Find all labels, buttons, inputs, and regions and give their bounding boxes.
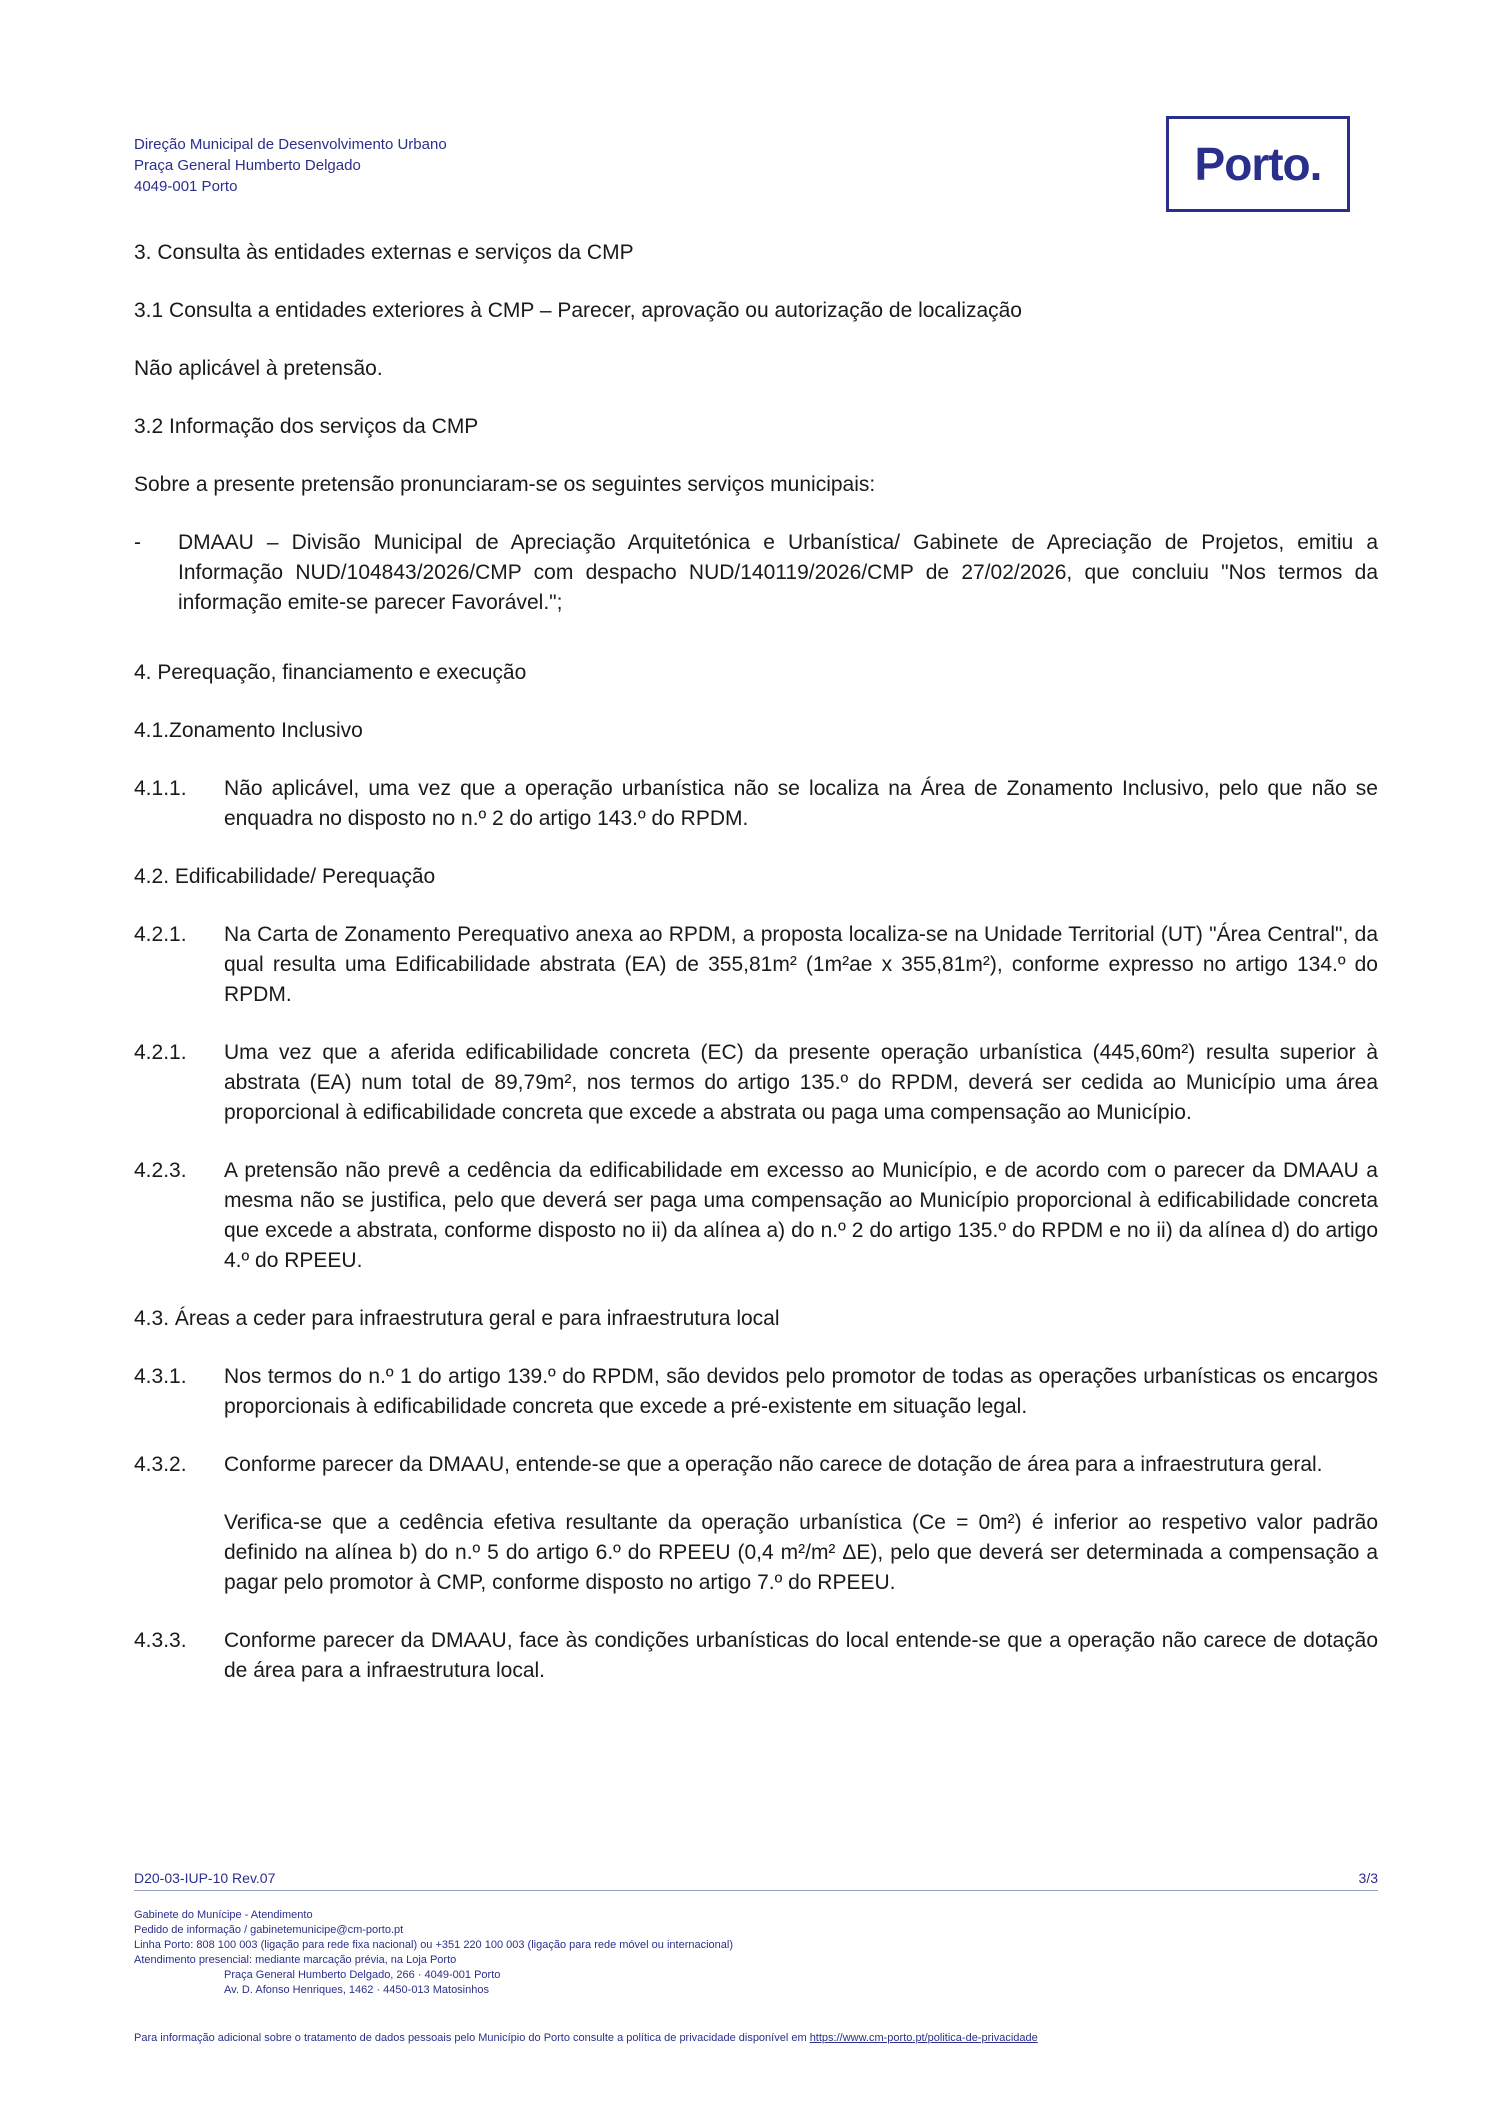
item-text: Não aplicável, uma vez que a operação urbanística não se localiza na Área de Zonamento Inclusivo, pelo que não se enquadra no disposto no n.º 2 do artigo 143.º do RPDM. bbox=[224, 777, 1378, 830]
item-number: 4.2.1. bbox=[134, 923, 187, 946]
section-3-1-title: 3.1 Consulta a entidades exteriores à CMP – Parecer, aprovação ou autorização de localização bbox=[134, 299, 1022, 322]
item-text: Na Carta de Zonamento Perequativo anexa ao RPDM, a proposta localiza-se na Unidade Territorial (UT) "Área Central", da qual resulta uma Edificabilidade abstrata (EA) de 355,81m² (1m²ae x 355,81m²), conforme expresso no artigo 134.º do RPDM. bbox=[224, 923, 1378, 1006]
page-number: 3/3 bbox=[1358, 1870, 1378, 1886]
address-line: Praça General Humberto Delgado bbox=[134, 157, 361, 174]
item-text: Conforme parecer da DMAAU, entende-se que a operação não carece de dotação de área para a infraestrutura geral. bbox=[224, 1453, 1323, 1476]
porto-logo bbox=[1166, 116, 1350, 212]
logo-text: Porto. bbox=[1194, 138, 1322, 190]
privacy-note bbox=[134, 2030, 1378, 2046]
item-number: 4.2.1. bbox=[134, 1041, 187, 1064]
section-4-3-title: 4.3. Áreas a ceder para infraestrutura geral e para infraestrutura local bbox=[134, 1307, 780, 1330]
contact-line: Gabinete do Munícipe - Atendimento bbox=[134, 1909, 313, 1921]
document-body bbox=[134, 238, 1378, 1714]
item-continuation: Verifica-se que a cedência efetiva resultante da operação urbanística (Ce = 0m²) é inferior ao respetivo valor padrão definido na alínea b) do n.º 5 do artigo 6.º do RPEEU (0,4 m²/m² ΔE), pelo que deverá ser determinada a compensação a pagar pelo promotor à CMP, conforme disposto no artigo 7.º do RPEEU. bbox=[224, 1511, 1378, 1594]
item-text: Conforme parecer da DMAAU, face às condições urbanísticas do local entende-se que a operação não carece de dotação de área para a infraestrutura local. bbox=[224, 1629, 1378, 1682]
section-4-title: 4. Perequação, financiamento e execução bbox=[134, 661, 527, 684]
privacy-note-text: Para informação adicional sobre o tratamento de dados pessoais pelo Município do Porto consulte a política de privacidade disponível em bbox=[134, 2032, 807, 2044]
item-number: 4.2.3. bbox=[134, 1159, 187, 1182]
numbered-item bbox=[134, 1362, 1378, 1422]
bullet-dash: - bbox=[134, 531, 141, 554]
header-address bbox=[134, 134, 654, 197]
numbered-item bbox=[134, 1450, 1378, 1480]
section-3-2-title: 3.2 Informação dos serviços da CMP bbox=[134, 415, 479, 438]
section-4-2-title: 4.2. Edificabilidade/ Perequação bbox=[134, 865, 436, 888]
item-number: 4.3.3. bbox=[134, 1629, 187, 1652]
item-text: Nos termos do n.º 1 do artigo 139.º do RPDM, são devidos pelo promotor de todas as operações urbanísticas os encargos proporcionais à edificabilidade concreta que excede a pré-existente em situação legal. bbox=[224, 1365, 1378, 1418]
numbered-item bbox=[134, 1156, 1378, 1276]
footer-contacts bbox=[134, 1908, 1134, 1998]
item-text: A pretensão não prevê a cedência da edificabilidade em excesso ao Município, e de acordo com o parecer da DMAAU a mesma não se justifica, pelo que deverá ser paga uma compensação ao Município proporcional à edificabilidade concreta que excede a abstrata, conforme disposto no ii) da alínea a) do n.º 2 do artigo 135.º do RPDM e no ii) da alínea d) do artigo 4.º do RPEEU. bbox=[224, 1159, 1378, 1272]
item-number: 4.3.1. bbox=[134, 1365, 187, 1388]
contact-line: Linha Porto: 808 100 003 (ligação para rede fixa nacional) ou +351 220 100 003 (ligação para rede móvel ou internacional) bbox=[134, 1939, 733, 1951]
section-3-title: 3. Consulta às entidades externas e serviços da CMP bbox=[134, 241, 634, 264]
list-item bbox=[134, 528, 1378, 618]
contact-address: Av. D. Afonso Henriques, 1462 · 4450-013 Matosinhos bbox=[224, 1984, 489, 1996]
section-3-1-text: Não aplicável à pretensão. bbox=[134, 357, 383, 380]
contact-address: Praça General Humberto Delgado, 266 · 4049-001 Porto bbox=[224, 1969, 501, 1981]
numbered-item bbox=[134, 774, 1378, 834]
privacy-link[interactable]: https://www.cm-porto.pt/politica-de-privacidade bbox=[809, 2032, 1038, 2044]
address-line: Direção Municipal de Desenvolvimento Urbano bbox=[134, 136, 447, 153]
contact-line: Atendimento presencial: mediante marcação prévia, na Loja Porto bbox=[134, 1954, 457, 1966]
numbered-item bbox=[134, 1626, 1378, 1686]
item-text: Uma vez que a aferida edificabilidade concreta (EC) da presente operação urbanística (445,60m²) resulta superior à abstrata (EA) num total de 89,79m², nos termos do artigo 135.º do RPDM, deverá ser cedida ao Município uma área proporcional à edificabilidade concreta que excede a abstrata ou paga uma compensação ao Município. bbox=[224, 1041, 1378, 1124]
item-number: 4.3.2. bbox=[134, 1453, 187, 1476]
item-number: 4.1.1. bbox=[134, 777, 187, 800]
bullet-text: DMAAU – Divisão Municipal de Apreciação Arquitetónica e Urbanística/ Gabinete de Apreciação de Projetos, emitiu a Informação NUD/104843/2026/CMP com despacho NUD/140119/2026/CMP de 27/02/2026, que concluiu "Nos termos da informação emite-se parecer Favorável."; bbox=[178, 531, 1378, 614]
document-code: D20-03-IUP-10 Rev.07 bbox=[134, 1870, 276, 1886]
section-4-1-title: 4.1.Zonamento Inclusivo bbox=[134, 719, 363, 742]
address-line: 4049-001 Porto bbox=[134, 178, 238, 195]
section-3-2-intro: Sobre a presente pretensão pronunciaram-se os seguintes serviços municipais: bbox=[134, 473, 876, 496]
numbered-item bbox=[134, 920, 1378, 1010]
footer-divider bbox=[134, 1890, 1378, 1891]
numbered-item bbox=[134, 1038, 1378, 1128]
contact-line: Pedido de informação / gabinetemunicipe@cm-porto.pt bbox=[134, 1924, 404, 1936]
